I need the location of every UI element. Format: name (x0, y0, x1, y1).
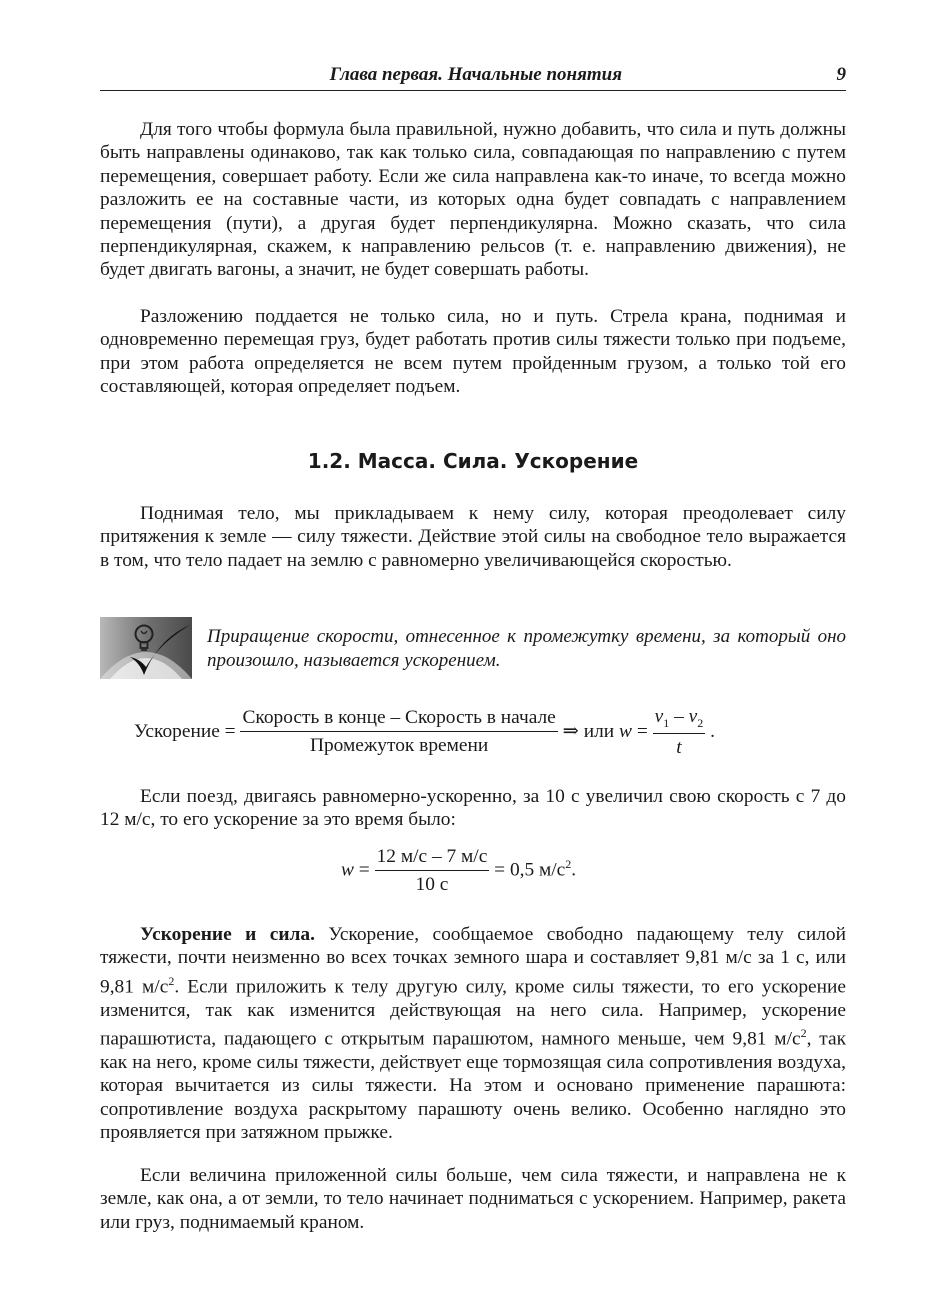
formula-lhs: Ускорение = (134, 720, 236, 742)
train-acceleration-formula (341, 846, 576, 896)
formula2-result: = 0,5 м/с (494, 859, 566, 881)
formula-end: . (710, 720, 715, 742)
paragraph-3: Поднимая тело, мы прикладываем к нему силу, которая преодолевает силу притяжения к земле — силу тяжести. Действие этой силы на свободное тело выражается в том, что тело падает на землю с равномерно увеличивающейся скоростью. (100, 503, 846, 571)
paragraph-6: Если величина приложенной силы больше, чем сила тяжести, и направлена не к земле, как она, а от земли, то тело начинает подниматься с ускорением. Например, ракета или груз, поднимаемый краном. (100, 1165, 846, 1233)
note-text: Приращение скорости, отнесенное к промежутку времени, за который оно произошло, называется ускорением. (207, 626, 846, 671)
lightbulb-checkmark-icon (100, 617, 192, 679)
formula-variable-w: w (619, 720, 632, 742)
formula2-superscript: 2 (565, 856, 572, 871)
velocity-symbol-1: v (654, 706, 664, 727)
paragraph-1: Для того чтобы формула была правильной, нужно добавить, что сила и путь должны быть направлены одинаково, так как только сила, совпадающая по направлению с путем перемещения, совершает работу. Если же сила направлена как-то иначе, то всегда можно разложить ее на составные части, из которых одна будет совпадать с направлением перемещения (пути), а другая будет перпендикулярна. Можно сказать, что сила перпендикулярная, скажем, к направлению рельсов (т. е. направлению движения), не будет двигать вагоны, а значит, не будет совершать работы. (100, 119, 846, 281)
velocity-symbol-2: v (688, 706, 698, 727)
superscript-2-a: 2 (168, 973, 175, 988)
paragraph-5-part-a: Ускорение, сообщаемое свободно падающему телу силой тяжести, почти неизменно во всех точках земного шара и составляет 9,81 м/с за 1 с, или 9,81 м/с (100, 924, 846, 998)
page-number: 9 (836, 64, 846, 85)
paragraph-5 (100, 923, 846, 1145)
velocity-numerator (653, 706, 706, 734)
formula-equals: = (636, 720, 648, 742)
formula-fraction (240, 707, 557, 757)
formula-denominator: Промежуток времени (309, 735, 489, 757)
chapter-title: Глава первая. Начальные понятия (329, 64, 622, 85)
time-denominator: t (676, 736, 682, 758)
running-header (100, 64, 846, 91)
formula2-numerator: 12 м/с – 7 м/с (375, 846, 490, 871)
paragraph-5-part-c: , так как на него, кроме силы тяжести, действует еще тормозящая сила сопротивления воздуха, которая вычитается из силы тяжести. На этом и основано применение парашюта: сопротивление воздуха раскрытому парашюту очень велико. Особенно наглядно это проявляется при затяжном прыжке. (100, 1028, 846, 1144)
section-title: 1.2. Масса. Сила. Ускорение (307, 449, 639, 473)
paragraph-5-lead: Ускорение и сила. (140, 924, 315, 945)
superscript-2-b: 2 (800, 1026, 807, 1041)
acceleration-definition-formula (134, 706, 715, 759)
velocity-subscript-2: 2 (697, 715, 704, 730)
formula-numerator: Скорость в конце – Скорость в начале (240, 707, 557, 732)
velocity-minus: – (674, 706, 684, 727)
velocity-subscript-1: 1 (663, 715, 670, 730)
formula2-equals: = (358, 859, 370, 881)
paragraph-2: Разложению поддается не только сила, но и путь. Стрела крана, поднимая и одновременно перемещая груз, будет работать против силы тяжести только при подъеме, при этом работа определяется не всем путем пройденным грузом, а только той его составляющей, которая определяет подъем. (100, 306, 846, 398)
definition-note (100, 617, 846, 679)
formula2-end: . (571, 859, 577, 881)
formula2-denominator: 10 с (415, 874, 449, 895)
formula-velocity-fraction (653, 706, 706, 759)
formula-arrow: ⇒ или (562, 720, 615, 742)
paragraph-5-part-b: . Если приложить к телу другую силу, кроме силы тяжести, то его ускорение изменится, так как изменится действующая на него сила. Например, ускорение парашютиста, падающего с открытым парашютом, намного меньше, чем 9,81 м/с (100, 976, 847, 1050)
formula2-fraction (375, 846, 490, 896)
formula2-variable-w: w (341, 859, 354, 881)
paragraph-4: Если поезд, двигаясь равномерно-ускоренно, за 10 с увеличил свою скорость с 7 до 12 м/с, то его ускорение за это время было: (100, 786, 846, 831)
